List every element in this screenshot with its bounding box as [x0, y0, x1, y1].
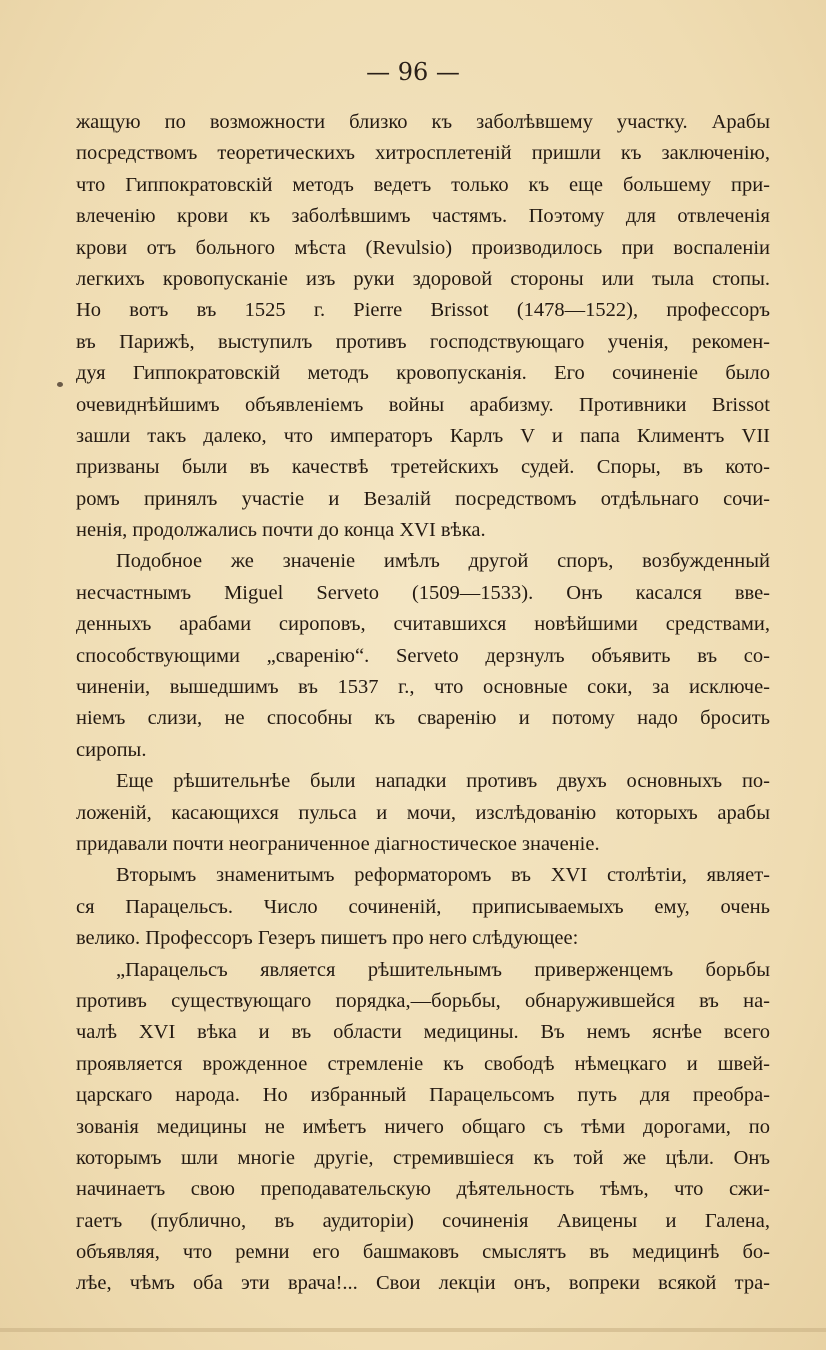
text-line: ніемъ слизи, не способны къ сваренію и потому надо бросить	[76, 707, 770, 730]
body-text	[76, 107, 770, 1300]
text-line: ромъ принялъ участіе и Везалій посредствомъ отдѣльнаго сочи-	[76, 487, 770, 510]
text-line: призваны были въ качествѣ третейскихъ судей. Споры, въ кото-	[76, 456, 770, 479]
text-line: легкихъ кровопусканіе изъ руки здоровой стороны или тыла стопы.	[76, 267, 770, 290]
text-line: чалѣ XVI вѣка и въ области медицины. Въ немъ яснѣе всего	[76, 1021, 770, 1044]
text-line: посредствомъ теоретическихъ хитросплетеній пришли къ заключенію,	[76, 142, 770, 165]
text-line: ненія, продолжались почти до конца XVI вѣка.	[76, 519, 486, 542]
text-line: ложеній, касающихся пульса и мочи, изслѣдованію которыхъ арабы	[76, 801, 770, 824]
text-line: велико. Профессоръ Гезеръ пишетъ про него слѣдующее:	[76, 927, 579, 950]
text-line: объявляя, что ремни его башмаковъ смыслятъ въ медицинѣ бо-	[76, 1241, 770, 1264]
text-line: чиненіи, вышедшимъ въ 1537 г., что основные соки, за исключе-	[76, 676, 770, 699]
page-number: — 96 —	[366, 58, 460, 86]
text-line: Но вотъ въ 1525 г. Pierre Brissot (1478—1522), профессоръ	[76, 299, 770, 322]
ink-smudge	[57, 382, 63, 387]
text-line: очевиднѣйшимъ объявленіемъ войны арабизму. Противники Brissot	[76, 393, 770, 416]
text-line: дуя Гиппократовскій методъ кровопусканія. Его сочиненіе было	[76, 362, 770, 385]
text-line: несчастнымъ Miguel Serveto (1509—1533). Онъ касался вве-	[76, 581, 770, 604]
text-line: Вторымъ знаменитымъ реформаторомъ въ XVI столѣтіи, являет-	[116, 864, 770, 887]
text-line: жащую по возможности близко къ заболѣвшему участку. Арабы	[76, 111, 770, 133]
text-line: зашли такъ далеко, что императоръ Карлъ V и папа Климентъ VII	[76, 424, 770, 447]
text-line: придавали почти неограниченное діагностическое значеніе.	[76, 832, 600, 855]
text-line: гаетъ (публично, въ аудиторіи) сочиненія Авицены и Галена,	[76, 1209, 770, 1232]
text-line: зованія медицины не имѣетъ ничего общаго съ тѣми дорогами, по	[76, 1115, 770, 1138]
text-line: противъ существующаго порядка,—борьбы, обнаружившейся въ на-	[76, 989, 770, 1012]
text-line: ся Парацельсъ. Число сочиненій, приписываемыхъ ему, очень	[76, 895, 770, 918]
text-line: царскаго народа. Но избранный Парацельсомъ путь для преобра-	[76, 1084, 770, 1107]
text-line: проявляется врожденное стремленіе къ свободѣ нѣмецкаго и швей-	[76, 1052, 770, 1075]
text-line: лѣе, чѣмъ оба эти врача!... Свои лекціи онъ, вопреки всякой тра-	[76, 1272, 770, 1295]
text-line: Подобное же значеніе имѣлъ другой споръ, возбужденный	[116, 550, 770, 573]
text-line: въ Парижѣ, выступилъ противъ господствующаго ученія, рекомен-	[76, 330, 770, 353]
text-line: начинаетъ свою преподавательскую дѣятельность тѣмъ, что сжи-	[76, 1178, 770, 1201]
page-bottom-edge	[0, 1328, 826, 1332]
text-line: влеченію крови къ заболѣвшимъ частямъ. Поэтому для отвлеченія	[76, 205, 770, 228]
text-line: сиропы.	[76, 738, 147, 761]
text-line: способствующими „свaренію“. Servetо дерзнулъ объявить въ со-	[76, 644, 770, 667]
text-line: „Парацельсъ является рѣшительнымъ приверженцемъ борьбы	[116, 958, 770, 981]
text-line: что Гиппократовскій методъ ведетъ только къ еще большему при-	[76, 173, 770, 196]
text-line: которымъ шли многіе другіе, стремившіеся къ той же цѣли. Онъ	[76, 1146, 770, 1169]
text-line: денныхъ арабами сироповъ, считавшихся новѣйшими средствами,	[76, 613, 770, 636]
text-line: крови отъ больного мѣста (Revulsio) производилось при воспаленіи	[76, 236, 770, 259]
text-line: Еще рѣшительнѣе были нападки противъ двухъ основныхъ по-	[116, 770, 770, 793]
